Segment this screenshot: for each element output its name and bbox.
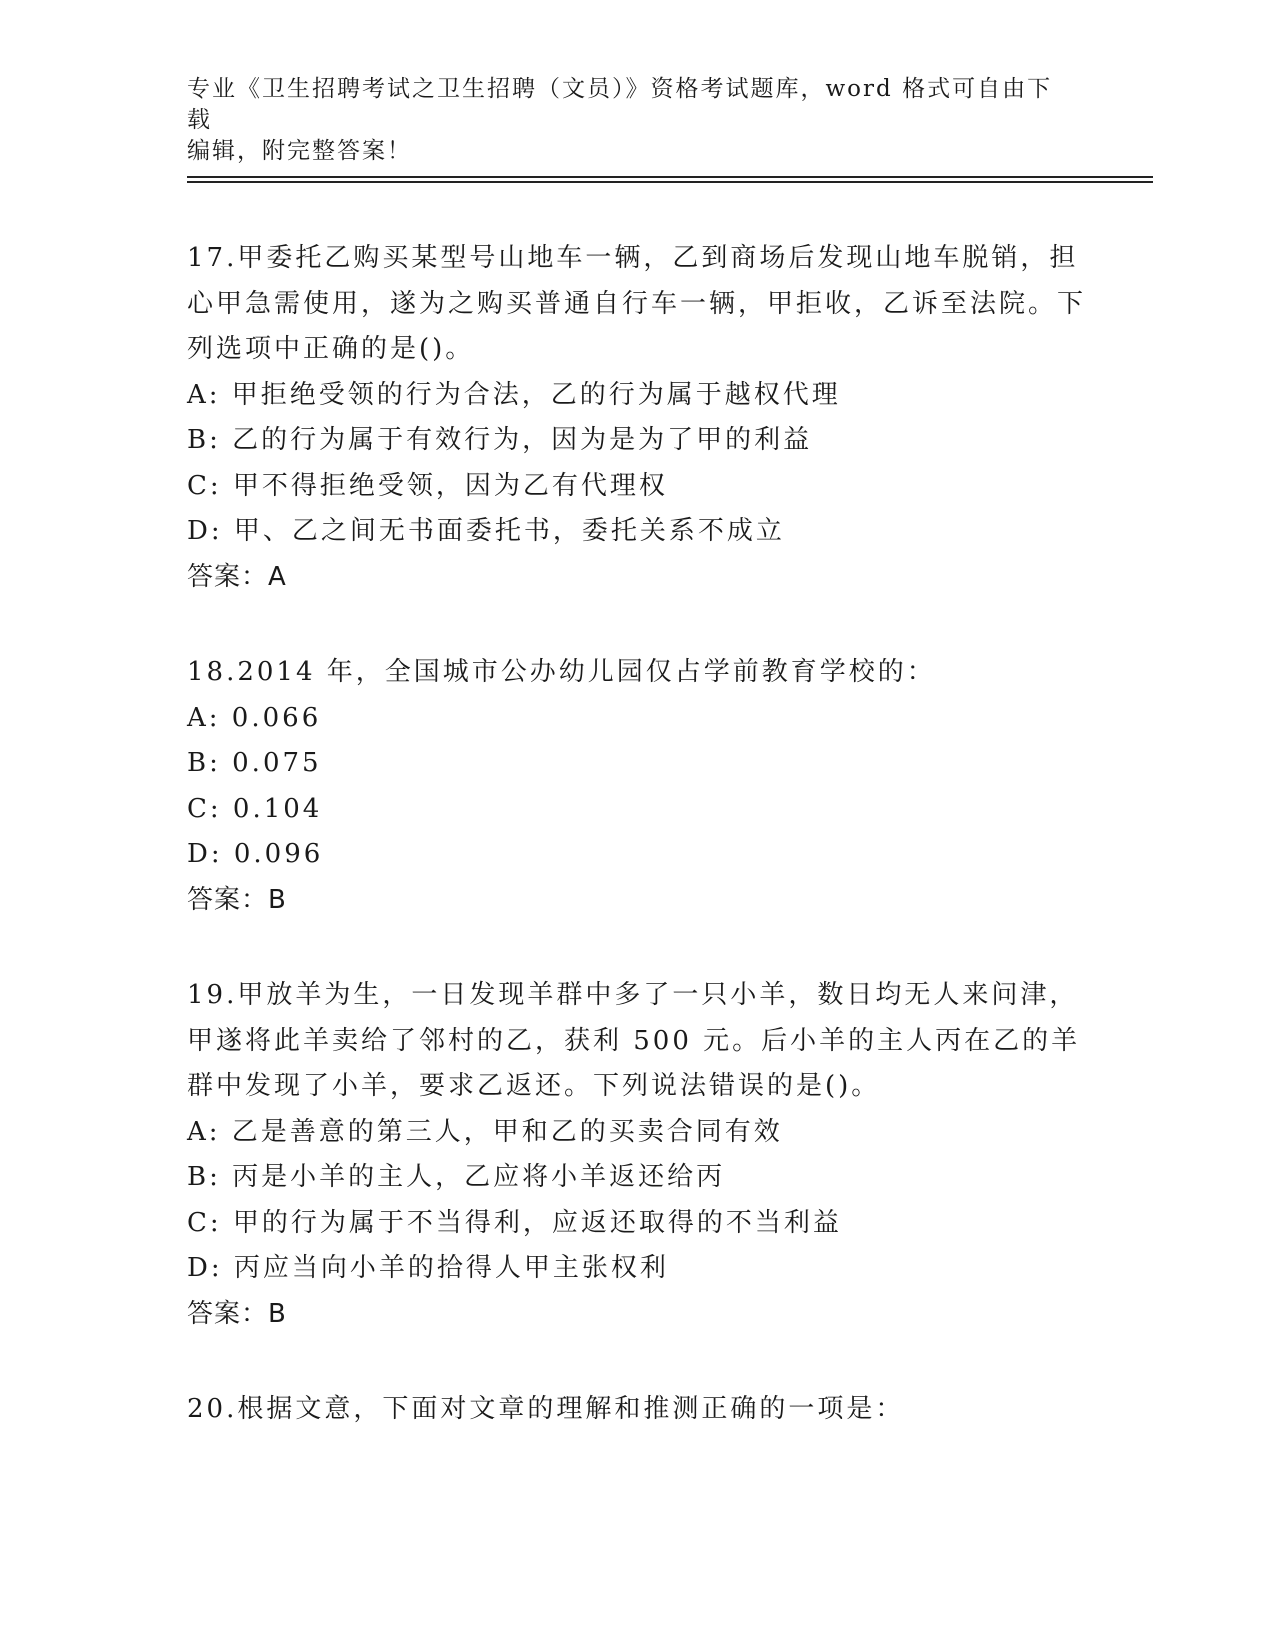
header-line: 编辑，附完整答案！ [187, 138, 412, 164]
question-option: A: 0.066 [187, 702, 322, 733]
question-option: A: 甲拒绝受领的行为合法，乙的行为属于越权代理 [187, 379, 841, 410]
question-option: B: 0.075 [187, 748, 322, 778]
question-option: C: 0.104 [187, 793, 323, 824]
question-list [187, 236, 1087, 1483]
question-item [187, 650, 1087, 923]
question-text: 18.2014 年，全国城市公办幼儿园仅占学前教育学校的： [187, 657, 936, 687]
question-option: C: 甲的行为属于不当得利，应返还取得的不当利益 [187, 1207, 842, 1238]
question-item [187, 236, 1087, 600]
question-text: 19.甲放羊为生，一日发现羊群中多了一只小羊，数日均无人来问津，甲遂将此羊卖给了邻村的乙，获利 500 元。后小羊的主人丙在乙的羊群中发现了小羊，要求乙返还。下列说法错误的是()。 [187, 980, 1081, 1101]
question-option: A: 乙是善意的第三人，甲和乙的买卖合同有效 [187, 1116, 783, 1147]
question-text: 20.根据文意，下面对文章的理解和推测正确的一项是： [187, 1394, 905, 1424]
question-option: D: 0.096 [187, 839, 324, 869]
question-option: D: 甲、乙之间无书面委托书，委托关系不成立 [187, 516, 785, 546]
document-header [187, 74, 1067, 167]
question-option: B: 丙是小羊的主人，乙应将小羊返还给丙 [187, 1162, 726, 1192]
header-divider [187, 176, 1153, 178]
question-option: B: 乙的行为属于有效行为，因为是为了甲的利益 [187, 425, 813, 455]
question-item [187, 1387, 1087, 1433]
question-option: D: 丙应当向小羊的拾得人甲主张权利 [187, 1253, 669, 1283]
question-text: 17.甲委托乙购买某型号山地车一辆，乙到商场后发现山地车脱销，担心甲急需使用，遂为之购买普通自行车一辆，甲拒收，乙诉至法院。下列选项中正确的是()。 [187, 243, 1087, 364]
question-answer: 答案：A [187, 561, 287, 592]
header-line: 专业《卫生招聘考试之卫生招聘（文员）》资格考试题库，word 格式可自由下载 [187, 76, 1053, 133]
question-item [187, 973, 1087, 1337]
question-option: C: 甲不得拒绝受领，因为乙有代理权 [187, 470, 668, 501]
question-answer: 答案：B [187, 1298, 287, 1329]
header-divider [187, 181, 1153, 183]
question-answer: 答案：B [187, 884, 287, 915]
